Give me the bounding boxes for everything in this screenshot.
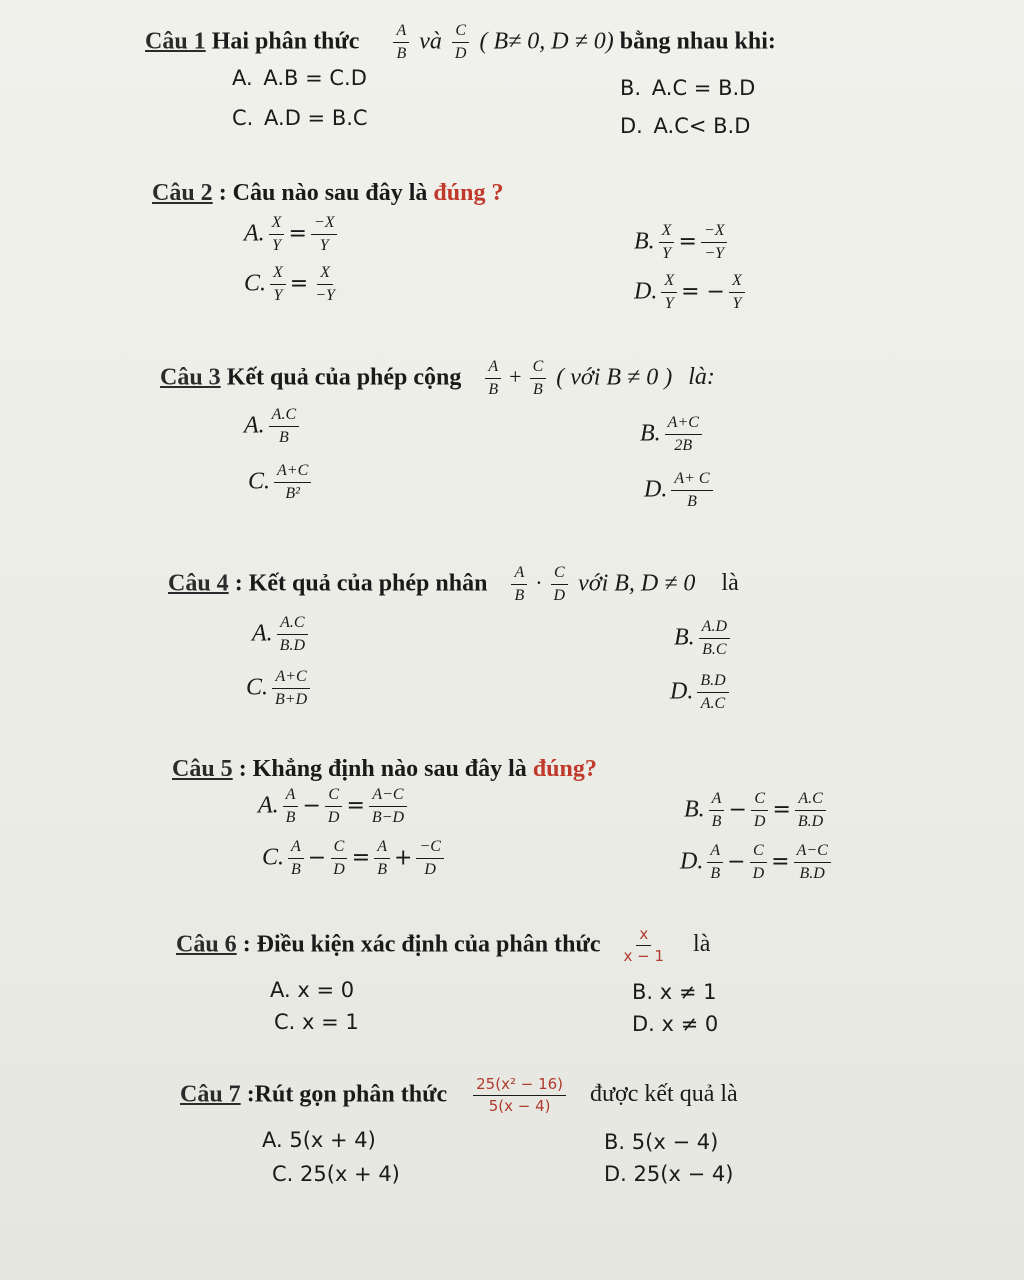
question-text: Kết quả của phép cộng xyxy=(226,364,462,391)
question-5 xyxy=(172,756,597,783)
fraction: $\frac{C}{B}$ xyxy=(530,358,547,400)
option-c: C. $\frac{A+C}{\text{B²}}$ xyxy=(248,462,315,504)
condition: ( B≠ 0, D ≠ 0) xyxy=(479,28,614,55)
question-4: Câu 4 : Kết quả của phép nhân $\frac{A}{B}$ · $\frac{C}{D}$ với B, D ≠ 0 là xyxy=(168,564,739,605)
fraction: $\frac{A}{B}$ xyxy=(393,22,409,64)
conjunction: và xyxy=(419,28,442,55)
option-a: A. $\frac{X}{Y}$ = $\frac{-X}{Y}$ xyxy=(244,214,341,256)
question-text: : Khẳng định nào sau đây là xyxy=(238,756,527,782)
option-c: C. $\frac{X}{Y}$ = $\frac{X}{-Y}$ xyxy=(244,264,335,305)
option-d: D. $\frac{B.D}{A.C}$ xyxy=(670,672,733,714)
question-text: : Câu nào sau đây là xyxy=(218,180,428,206)
option-d: D. $\frac{A}{B}$ − $\frac{C}{D}$ = $\frac{A-C}{B.D}$ xyxy=(680,842,835,884)
option-b: B. A.C = B.D xyxy=(620,76,756,100)
question-1 xyxy=(145,22,776,64)
question-2 xyxy=(152,180,503,207)
fraction: $\frac{C}{D}$ xyxy=(551,564,569,606)
question-label: Câu 6 xyxy=(176,931,237,958)
option-d: D. A.C< B.D xyxy=(620,114,751,138)
option-d: D. 25(x − 4) xyxy=(604,1162,734,1186)
option-a: A. $\frac{A}{B}$ − $\frac{C}{D}$ = $\frac{A-C}{B-D}$ xyxy=(258,786,411,828)
question-tail: được kết quả là xyxy=(590,1081,738,1108)
option-b: B. 5(x − 4) xyxy=(604,1130,719,1154)
option-b: B. $\frac{A+C}{2B}$ xyxy=(640,414,706,456)
option-a: A. 5(x + 4) xyxy=(262,1128,376,1152)
option-c: C. x = 1 xyxy=(274,1010,359,1034)
fraction: $\frac{x}{x - 1}$ xyxy=(623,925,665,966)
option-a: A. x = 0 xyxy=(270,978,355,1002)
question-highlight: đúng ? xyxy=(433,180,504,206)
fraction: $\frac{\text{25(x² − 16)}}{5(x - 4)}$ xyxy=(473,1076,566,1116)
question-text: : Kết quả của phép nhân xyxy=(234,570,488,597)
question-text: : Điều kiện xác định của phân thức xyxy=(242,931,601,958)
question-tail: là xyxy=(721,570,739,597)
question-label: Câu 4 xyxy=(168,570,229,597)
question-label: Câu 2 xyxy=(152,180,213,206)
fraction: $\frac{A}{B}$ xyxy=(485,358,501,400)
option-d: D. $\frac{A+ C}{B}$ xyxy=(644,470,717,512)
option-c: C. $\frac{A+C}{B+D}$ xyxy=(246,668,314,710)
option-b: B. $\frac{A}{B}$ − $\frac{C}{D}$ = $\frac{A.C}{B.D}$ xyxy=(684,790,830,832)
question-text: Hai phân thức xyxy=(211,28,360,55)
condition: ( với B ≠ 0 ) xyxy=(556,364,673,391)
option-a: A. $\frac{A.C}{B.D}$ xyxy=(252,614,312,656)
question-highlight: đúng? xyxy=(532,756,597,782)
option-a: A. $\frac{A.C}{B}$ xyxy=(244,406,303,448)
option-d: D. x ≠ 0 xyxy=(632,1012,719,1036)
question-3: Câu 3 Kết quả của phép cộng $\frac{A}{B}$ + $\frac{C}{B}$ ( với B ≠ 0 ) là: xyxy=(160,358,715,399)
question-7 xyxy=(180,1076,738,1116)
option-b: B. x ≠ 1 xyxy=(632,980,717,1004)
option-b: B. $\frac{X}{Y}$ = $\frac{-X}{-Y}$ xyxy=(634,222,731,264)
option-d: D. $\frac{X}{Y}$ = − $\frac{X}{Y}$ xyxy=(634,272,749,314)
question-text: :Rút gọn phân thức xyxy=(246,1081,448,1108)
question-label: Câu 3 xyxy=(160,364,221,391)
option-b: B. $\frac{A.D}{B.C}$ xyxy=(674,618,734,660)
fraction: $\frac{A}{B}$ xyxy=(511,564,527,606)
question-tail: là: xyxy=(688,364,715,391)
option-a: A. A.B = C.D xyxy=(232,66,367,90)
question-label: Câu 7 xyxy=(180,1081,241,1108)
question-tail: là xyxy=(693,931,711,958)
option-c: C. 25(x + 4) xyxy=(272,1162,400,1186)
question-label: Câu 1 xyxy=(145,28,206,55)
option-c: C. $\frac{A}{B}$ − $\frac{C}{D}$ = $\frac{A}{B}$ + $\frac{-C}{D}$ xyxy=(262,838,448,880)
question-text-tail: bằng nhau khi: xyxy=(619,28,776,55)
question-6 xyxy=(176,926,710,966)
fraction: $\frac{C}{D}$ xyxy=(452,22,470,64)
condition: với B, D ≠ 0 xyxy=(578,570,696,597)
question-label: Câu 5 xyxy=(172,756,233,782)
option-c: C. A.D = B.C xyxy=(232,106,368,130)
